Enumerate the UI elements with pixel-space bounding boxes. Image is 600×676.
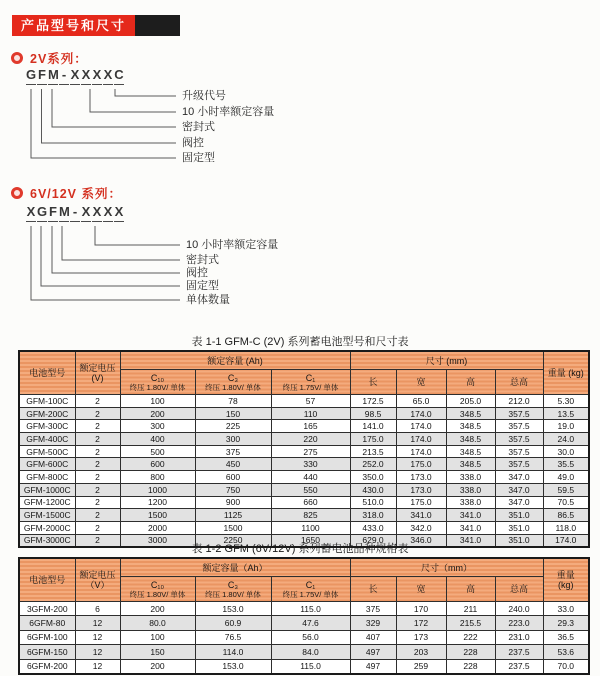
table-cell: 341.0 <box>446 521 495 534</box>
code-char: X <box>114 205 124 222</box>
table-cell: 300 <box>120 420 195 433</box>
col-header-width: 宽 <box>396 577 446 602</box>
table-cell: 173.0 <box>396 471 446 484</box>
table-6v12v-specs <box>18 557 590 675</box>
table-cell: GFM-2000C <box>19 521 75 534</box>
table-cell: 6GFM-100 <box>19 630 75 644</box>
code-label: 密封式 <box>186 254 219 266</box>
table-cell: 24.0 <box>543 433 589 446</box>
col-header-length: 长 <box>350 577 396 602</box>
table-cell: 825 <box>271 509 350 522</box>
code-char: X <box>92 205 102 222</box>
table-cell: 240.0 <box>495 602 543 616</box>
table-cell: 237.5 <box>495 659 543 674</box>
col-header-width: 宽 <box>396 370 446 395</box>
table-cell: 350.0 <box>350 471 396 484</box>
table-cell: 510.0 <box>350 496 396 509</box>
model-code-diagram-2v <box>0 66 600 174</box>
table-cell: 342.0 <box>396 521 446 534</box>
code-char: X <box>81 68 91 85</box>
table-cell: 215.5 <box>446 616 495 630</box>
table-row <box>19 602 589 616</box>
table2-title: 表 1-2 GFM (6V/12V) 系列蓄电池品种规格表 <box>191 543 409 555</box>
code-char: - <box>59 68 69 85</box>
table-cell: 53.6 <box>543 645 589 659</box>
col-header-voltage: 额定电压 （V） <box>75 558 120 602</box>
table-cell: 1650 <box>271 534 350 547</box>
col-group-size: 尺寸（mm） <box>350 558 543 577</box>
table-cell: 200 <box>120 659 195 674</box>
bullet-ring-icon <box>11 187 23 199</box>
table-cell: 173 <box>396 630 446 644</box>
table-cell: 433.0 <box>350 521 396 534</box>
code-label: 阀控 <box>186 267 208 279</box>
table-cell: 430.0 <box>350 483 396 496</box>
section-title-text: 6V/12V 系列： <box>30 187 122 201</box>
model-code-diagram-6v12v <box>0 203 600 311</box>
table-cell: 6 <box>75 602 120 616</box>
table1-title: 表 1-1 GFM-C (2V) 系列蓄电池型号和尺寸表 <box>191 336 409 348</box>
col-header-length: 长 <box>350 370 396 395</box>
table-cell: 65.0 <box>396 395 446 408</box>
col-header-c3: C₃ 终压 1.80V/ 单体 <box>195 577 271 602</box>
table-cell: 35.5 <box>543 458 589 471</box>
col-header-model: 电池型号 <box>19 351 75 395</box>
table-cell: 348.5 <box>446 458 495 471</box>
table-cell: 170 <box>396 602 446 616</box>
col-header-height: 高 <box>446 370 495 395</box>
table-cell: 6GFM-80 <box>19 616 75 630</box>
col-header-model: 电池型号 <box>19 558 75 602</box>
code-label: 10 小时率额定容量 <box>186 239 279 251</box>
table-cell: 100 <box>120 395 195 408</box>
table-cell: 660 <box>271 496 350 509</box>
table-cell: 407 <box>350 630 396 644</box>
table-cell: 6GFM-200 <box>19 659 75 674</box>
table-cell: 100 <box>120 630 195 644</box>
table-cell: 2 <box>75 395 120 408</box>
col-header-c1: C₁ 终压 1.75V/ 单体 <box>271 370 350 395</box>
table-cell: GFM-400C <box>19 433 75 446</box>
table-cell: 98.5 <box>350 407 396 420</box>
table-cell: GFM-1000C <box>19 483 75 496</box>
table-cell: 175.0 <box>396 496 446 509</box>
table-cell: 2 <box>75 471 120 484</box>
page-banner <box>12 15 180 36</box>
table-cell: 12 <box>75 659 120 674</box>
col-header-voltage: 额定电压 (V) <box>75 351 120 395</box>
table-cell: 174.0 <box>396 407 446 420</box>
table-cell: 13.5 <box>543 407 589 420</box>
table-cell: 70.5 <box>543 496 589 509</box>
table-cell: GFM-800C <box>19 471 75 484</box>
table-cell: 318.0 <box>350 509 396 522</box>
table-cell: 172 <box>396 616 446 630</box>
table-row <box>19 630 589 644</box>
table-cell: 259 <box>396 659 446 674</box>
col-header-c3: C₃ 终压 1.80V/ 单体 <box>195 370 271 395</box>
table-cell: 114.0 <box>195 645 271 659</box>
table-cell: 2 <box>75 521 120 534</box>
table-cell: 173.0 <box>396 483 446 496</box>
table-cell: 330 <box>271 458 350 471</box>
table-cell: 141.0 <box>350 420 396 433</box>
table-row <box>19 616 589 630</box>
col-header-c1: C₁ 终压 1.75V/ 单体 <box>271 577 350 602</box>
table-cell: 348.5 <box>446 420 495 433</box>
code-char: F <box>48 205 58 222</box>
table-cell: 153.0 <box>195 659 271 674</box>
table-cell: 60.9 <box>195 616 271 630</box>
code-char: M <box>59 205 69 222</box>
table-cell: 2 <box>75 534 120 547</box>
table-cell: 341.0 <box>446 534 495 547</box>
table-cell: 600 <box>195 471 271 484</box>
table-cell: 252.0 <box>350 458 396 471</box>
table-cell: 275 <box>271 445 350 458</box>
table-cell: 150 <box>120 645 195 659</box>
table-cell: 212.0 <box>495 395 543 408</box>
table-cell: 174.0 <box>543 534 589 547</box>
table-cell: 375 <box>195 445 271 458</box>
table-cell: 338.0 <box>446 483 495 496</box>
table-cell: 1500 <box>120 509 195 522</box>
table-cell: 174.0 <box>396 445 446 458</box>
table-cell: 338.0 <box>446 496 495 509</box>
table-cell: 76.5 <box>195 630 271 644</box>
table-cell: 497 <box>350 659 396 674</box>
col-header-weight: 重量 (kg) <box>543 351 589 395</box>
table-cell: 2 <box>75 483 120 496</box>
table2-body <box>19 602 589 674</box>
table-cell: 2 <box>75 407 120 420</box>
table-cell: GFM-100C <box>19 395 75 408</box>
table-cell: 150 <box>195 407 271 420</box>
table-row <box>19 420 589 433</box>
code-char: F <box>37 68 47 85</box>
table-cell: 3GFM-200 <box>19 602 75 616</box>
table-cell: 348.5 <box>446 433 495 446</box>
code-label: 固定型 <box>186 280 219 292</box>
code-char: X <box>81 205 91 222</box>
table-cell: 1125 <box>195 509 271 522</box>
table-cell: 357.5 <box>495 420 543 433</box>
table-cell: 600 <box>120 458 195 471</box>
table-cell: 2 <box>75 433 120 446</box>
col-header-weight: 重量 (kg) <box>543 558 589 602</box>
section-title-2v <box>11 49 88 67</box>
table-cell: 12 <box>75 645 120 659</box>
table-2v-specs <box>18 350 590 548</box>
table-cell: 153.0 <box>195 602 271 616</box>
table-cell: 59.5 <box>543 483 589 496</box>
table-cell: 357.5 <box>495 433 543 446</box>
table-cell: 400 <box>120 433 195 446</box>
table-cell: 225 <box>195 420 271 433</box>
table-cell: 175.0 <box>350 433 396 446</box>
col-header-total-height: 总高 <box>495 577 543 602</box>
table-cell: 351.0 <box>495 509 543 522</box>
table-cell: 2 <box>75 420 120 433</box>
table-cell: 84.0 <box>271 645 350 659</box>
code-label: 固定型 <box>182 152 215 164</box>
table-cell: 223.0 <box>495 616 543 630</box>
table-cell: 110 <box>271 407 350 420</box>
table-row <box>19 395 589 408</box>
code-char: G <box>26 68 36 85</box>
table-cell: 338.0 <box>446 471 495 484</box>
col-header-total-height: 总高 <box>495 370 543 395</box>
table-cell: 1100 <box>271 521 350 534</box>
table-cell: 329 <box>350 616 396 630</box>
col-header-c10: C₁₀ 终压 1.80V/ 单体 <box>120 577 195 602</box>
table-cell: 348.5 <box>446 407 495 420</box>
table-cell: 375 <box>350 602 396 616</box>
table-cell: 213.5 <box>350 445 396 458</box>
section-title-6v12v <box>11 184 122 202</box>
col-header-height: 高 <box>446 577 495 602</box>
table-cell: 70.0 <box>543 659 589 674</box>
table-cell: 237.5 <box>495 645 543 659</box>
table-cell: 205.0 <box>446 395 495 408</box>
table-cell: 351.0 <box>495 534 543 547</box>
table-row <box>19 458 589 471</box>
table-cell: 118.0 <box>543 521 589 534</box>
table-cell: 341.0 <box>396 509 446 522</box>
code-char: G <box>37 205 47 222</box>
table-cell: GFM-1500C <box>19 509 75 522</box>
col-group-capacity: 额定容量 (Ah) <box>120 351 350 370</box>
table-cell: 33.0 <box>543 602 589 616</box>
table-row <box>19 521 589 534</box>
table-cell: 2 <box>75 496 120 509</box>
table-cell: 346.0 <box>396 534 446 547</box>
table-row <box>19 509 589 522</box>
table-cell: 80.0 <box>120 616 195 630</box>
table-cell: 347.0 <box>495 471 543 484</box>
code-label: 阀控 <box>182 137 204 149</box>
table-cell: 629.0 <box>350 534 396 547</box>
table-cell: 19.0 <box>543 420 589 433</box>
table1-body <box>19 395 589 548</box>
table-row <box>19 471 589 484</box>
table-cell: 115.0 <box>271 602 350 616</box>
connector-lines <box>0 66 600 174</box>
table-cell: 165 <box>271 420 350 433</box>
table-cell: 5.30 <box>543 395 589 408</box>
code-char: X <box>92 68 102 85</box>
table-cell: 347.0 <box>495 496 543 509</box>
code-char: C <box>114 68 124 85</box>
table-cell: GFM-3000C <box>19 534 75 547</box>
table-cell: 12 <box>75 616 120 630</box>
code-label: 密封式 <box>182 121 215 133</box>
table-cell: GFM-500C <box>19 445 75 458</box>
table-cell: 2000 <box>120 521 195 534</box>
table-cell: 30.0 <box>543 445 589 458</box>
table-cell: 12 <box>75 630 120 644</box>
page-title: 产品型号和尺寸 <box>12 15 135 36</box>
table-cell: 228 <box>446 645 495 659</box>
table-row <box>19 645 589 659</box>
table-cell: 57 <box>271 395 350 408</box>
table-cell: 900 <box>195 496 271 509</box>
table-cell: 550 <box>271 483 350 496</box>
table-cell: 2 <box>75 458 120 471</box>
connector-lines <box>0 203 600 311</box>
table-cell: 2 <box>75 509 120 522</box>
code-char: M <box>48 68 58 85</box>
table-cell: 174.0 <box>396 420 446 433</box>
code-char: X <box>26 205 36 222</box>
table-cell: 172.5 <box>350 395 396 408</box>
code-char: X <box>103 68 113 85</box>
table-cell: 203 <box>396 645 446 659</box>
code-char: - <box>70 205 80 222</box>
table-cell: 211 <box>446 602 495 616</box>
table-cell: 175.0 <box>396 458 446 471</box>
col-header-c10: C₁₀ 终压 1.80V/ 单体 <box>120 370 195 395</box>
table-cell: 351.0 <box>495 521 543 534</box>
table-cell: 174.0 <box>396 433 446 446</box>
table-cell: 222 <box>446 630 495 644</box>
table-row <box>19 483 589 496</box>
table-cell: 78 <box>195 395 271 408</box>
table-cell: 200 <box>120 407 195 420</box>
table-cell: 3000 <box>120 534 195 547</box>
table-cell: 440 <box>271 471 350 484</box>
table-cell: 750 <box>195 483 271 496</box>
table-cell: 2 <box>75 445 120 458</box>
table-cell: 357.5 <box>495 407 543 420</box>
table-cell: 800 <box>120 471 195 484</box>
banner-black-block <box>135 15 180 36</box>
section-title-text: 2V系列： <box>30 52 88 66</box>
table-cell: 341.0 <box>446 509 495 522</box>
table-cell: 231.0 <box>495 630 543 644</box>
table-cell: GFM-1200C <box>19 496 75 509</box>
table-row <box>19 445 589 458</box>
code-char: X <box>70 68 80 85</box>
table-cell: GFM-600C <box>19 458 75 471</box>
table-cell: 47.6 <box>271 616 350 630</box>
table-cell: 49.0 <box>543 471 589 484</box>
table-cell: GFM-200C <box>19 407 75 420</box>
table-row <box>19 433 589 446</box>
table-row <box>19 659 589 674</box>
col-group-capacity: 额定容量（Ah） <box>120 558 350 577</box>
table-row <box>19 496 589 509</box>
table-cell: 1000 <box>120 483 195 496</box>
col-group-size: 尺寸 (mm) <box>350 351 543 370</box>
table-cell: 200 <box>120 602 195 616</box>
table-cell: 56.0 <box>271 630 350 644</box>
table-cell: 357.5 <box>495 458 543 471</box>
table-cell: 29.3 <box>543 616 589 630</box>
table-cell: 348.5 <box>446 445 495 458</box>
table-cell: 1200 <box>120 496 195 509</box>
table-cell: GFM-300C <box>19 420 75 433</box>
table-cell: 450 <box>195 458 271 471</box>
code-char: X <box>103 205 113 222</box>
table-cell: 357.5 <box>495 445 543 458</box>
table-cell: 228 <box>446 659 495 674</box>
code-label: 10 小时率额定容量 <box>182 106 275 118</box>
table-cell: 86.5 <box>543 509 589 522</box>
table-cell: 500 <box>120 445 195 458</box>
table-cell: 347.0 <box>495 483 543 496</box>
table-cell: 115.0 <box>271 659 350 674</box>
table-cell: 300 <box>195 433 271 446</box>
table-cell: 6GFM-150 <box>19 645 75 659</box>
table-cell: 497 <box>350 645 396 659</box>
table-cell: 2250 <box>195 534 271 547</box>
table-row <box>19 407 589 420</box>
table-cell: 1500 <box>195 521 271 534</box>
table-cell: 220 <box>271 433 350 446</box>
table-cell: 36.5 <box>543 630 589 644</box>
code-label: 升级代号 <box>182 90 226 102</box>
code-label: 单体数量 <box>186 294 230 306</box>
bullet-ring-icon <box>11 52 23 64</box>
